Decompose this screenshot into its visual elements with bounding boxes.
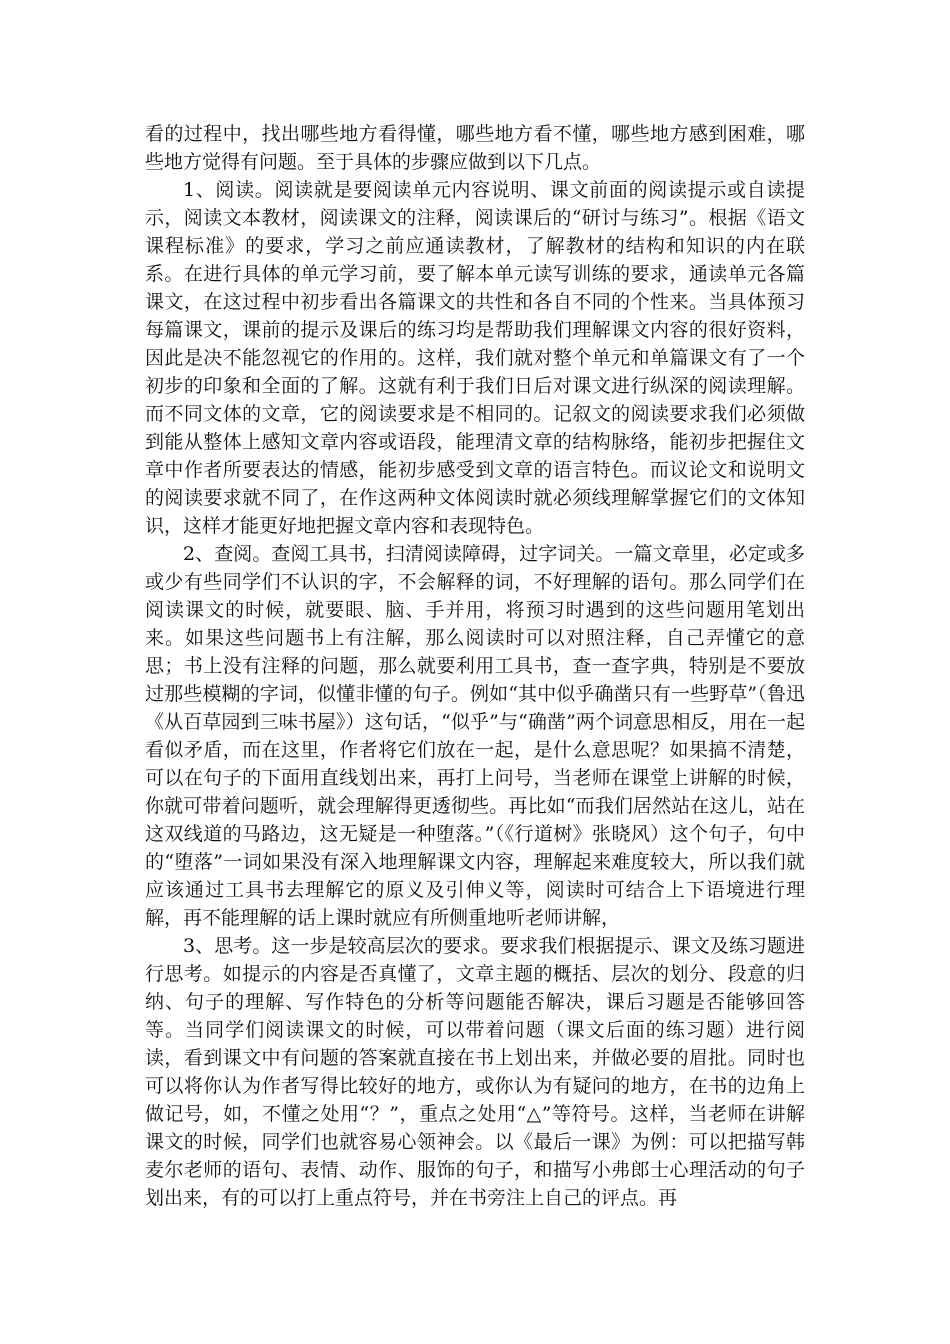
paragraph-continuation: 看的过程中，找出哪些地方看得懂，哪些地方看不懂，哪些地方感到困难，哪些地方觉得有问题。至于具体的步骤应做到以下几点。	[145, 123, 805, 173]
paragraph-thinking: 3、思考。这一步是较高层次的要求。要求我们根据提示、课文及练习题进行思考。如提示的内容是否真懂了，文章主题的概括、层次的划分、段意的归纳、句子的理解、写作特色的分析等问题能否解决，课后习题是否能够回答等。当同学们阅读课文的时候，可以带着问题（课文后面的练习题）进行阅读，看到课文中有问题的答案就直接在书上划出来，并做必要的眉批。同时也可以将你认为作者写得比较好的地方，或你认为有疑问的地方，在书的边角上做记号，如，不懂之处用“？”，重点之处用“△”等符号。这样，当老师在讲解课文的时候，同学们也就容易心领神会。以《最后一课》为例：可以把描写韩麦尔老师的语句、表情、动作、服饰的句子，和描写小弗郎士心理活动的句子划出来，有的可以打上重点符号，并在书旁注上自己的评点。再	[145, 935, 805, 1209]
paragraph-lookup: 2、查阅。查阅工具书，扫清阅读障碍，过字词关。一篇文章里，必定或多或少有些同学们不认识的字，不会解释的词，不好理解的语句。那么同学们在阅读课文的时候，就要眼、脑、手并用，将预习时遇到的这些问题用笔划出来。如果这些问题书上有注解，那么阅读时可以对照注释，自己弄懂它的意思；书上没有注释的问题，那么就要利用工具书，查一查字典，特别是不要放过那些模糊的字词，似懂非懂的句子。例如“其中似乎确凿只有一些野草”（鲁迅《从百草园到三味书屋》）这句话，“似乎”与“确凿”两个词意思相反，用在一起看似矛盾，而在这里，作者将它们放在一起，是什么意思呢？如果搞不清楚，可以在句子的下面用直线划出来，再打上问号，当老师在课堂上讲解的时候，你就可带着问题听，就会理解得更透彻些。再比如“而我们居然站在这儿，站在这双线道的马路边，这无疑是一种堕落。”（《行道树》张晓风）这个句子，句中的“堕落”一词如果没有深入地理解课文内容，理解起来难度较大，所以我们就应该通过工具书去理解它的原义及引伸义等，阅读时可结合上下语境进行理解，再不能理解的话上课时就应有所侧重地听老师讲解，	[145, 543, 805, 929]
document-body	[145, 120, 805, 1212]
paragraph-reading: 1、阅读。阅读就是要阅读单元内容说明、课文前面的阅读提示或自读提示，阅读文本教材，阅读课文的注释，阅读课后的“研讨与练习”。根据《语文课程标准》的要求，学习之前应通读教材，了解教材的结构和知识的内在联系。在进行具体的单元学习前，要了解本单元读写训练的要求，通读单元各篇课文，在这过程中初步看出各篇课文的共性和各自不同的个性来。当具体预习每篇课文，课前的提示及课后的练习均是帮助我们理解课文内容的很好资料，因此是决不能忽视它的作用的。这样，我们就对整个单元和单篇课文有了一个初步的印象和全面的了解。这就有利于我们日后对课文进行纵深的阅读理解。而不同文体的文章，它的阅读要求是不相同的。记叙文的阅读要求我们必须做到能从整体上感知文章内容或语段，能理清文章的结构脉络，能初步把握住文章中作者所要表达的情感，能初步感受到文章的语言特色。而议论文和说明文的阅读要求就不同了，在作这两种文体阅读时就必须线理解掌握它们的文体知识，这样才能更好地把握文章内容和表现特色。	[145, 179, 805, 537]
